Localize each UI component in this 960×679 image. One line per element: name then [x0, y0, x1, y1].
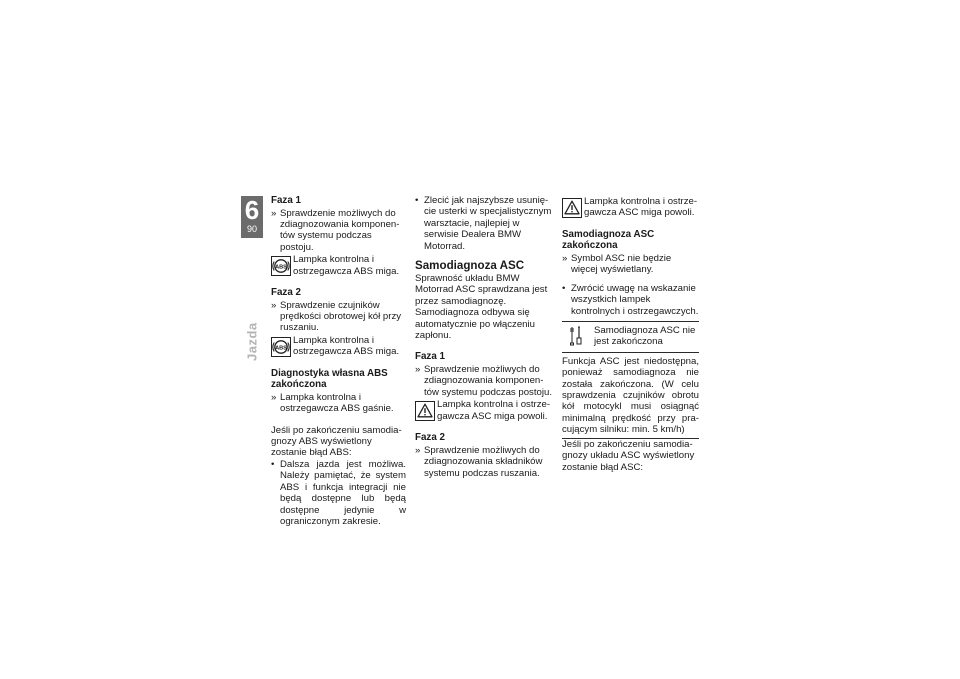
chapter-title-text: Jazda: [244, 322, 260, 362]
note-header: [562, 325, 699, 353]
page-number: 90: [246, 224, 257, 234]
asc-lamp-row: [415, 399, 552, 422]
asc-lamp-row-2: [562, 196, 699, 219]
wrench-note-icon: [568, 325, 584, 347]
asc-phase1-heading: Faza 1: [415, 351, 445, 363]
abs-error-bullet: • Dalsza jazda jest możliwa. Należy pamiętać, że system ABS i funkcja integracji nie będą dostępne lub będą dostępne jedynie w ograniczonym zakresie.: [271, 459, 406, 527]
asc-intro: Sprawność układu BMW Motorrad ASC sprawdzana jest przez samodiagnozę. Samodiagnoza odbywa się automatycznie po włączeniu zapłonu.: [415, 273, 548, 342]
abs-lamp-row: [271, 254, 406, 277]
note-title: Samodiagnoza ASC nie jest zakończona: [594, 325, 696, 348]
asc-done-step: » Symbol ASC nie będzie więcej wyświetlany.: [562, 253, 699, 276]
phase2-heading: Faza 2: [271, 287, 301, 299]
asc-diagnosis-heading: Samodiagnoza ASC: [415, 259, 525, 273]
chapter-tab: [241, 196, 263, 238]
note-box: [562, 321, 699, 439]
phase1-step: » Sprawdzenie możliwych do zdiagnozowania komponentów systemu podczas postoju.: [271, 208, 406, 254]
service-bullet: • Zlecić jak najszybsze usunięcie usterki w specjalistycznym warsztacie, najlepiej w serwisie Dealera BMW Motorrad.: [415, 195, 552, 252]
svg-text:ABS: ABS: [275, 264, 287, 271]
asc-warning-triangle-icon: [415, 401, 435, 421]
phase1-heading: Faza 1: [271, 195, 301, 206]
svg-text:ABS: ABS: [275, 345, 287, 352]
abs-diagnosis-done-step: » Lampka kontrolna i ostrzegawcza ABS gaśnie.: [271, 392, 406, 415]
column-1: [271, 195, 406, 527]
asc-phase1-step: » Sprawdzenie możliwych do zdiagnozowania komponentów systemu podczas postoju.: [415, 364, 552, 398]
attention-bullet: • Zwrócić uwagę na wskazanie wszystkich lampek kontrolnych i ostrzegawczych.: [562, 283, 699, 317]
asc-warning-triangle-icon: [562, 198, 582, 218]
column-2: [415, 195, 552, 479]
chapter-title: [244, 312, 260, 372]
abs-lamp-row-2: [271, 335, 406, 358]
abs-warning-icon: [271, 337, 291, 357]
note-body: Funkcja ASC jest niedostępna, ponieważ samodiagnoza nie została zakończona. (W celu sprawdzenia czujników obrotu kół motocykl musi osiągnąć minimalną prędkość przy pracującym silniku: min. 5 km/h): [562, 355, 699, 436]
phase1-lamp-text: Lampka kontrolna i ostrzegawcza ABS miga.: [293, 254, 400, 277]
abs-warning-icon: [271, 256, 291, 276]
column-3: [562, 195, 699, 473]
asc-phase2-heading: Faza 2: [415, 432, 445, 444]
asc-error-intro: Jeśli po zakończeniu samodiagnozy układu ASC wyświetlony zostanie błąd ASC:: [562, 438, 695, 473]
phase2-step: » Sprawdzenie czujników prędkości obrotowej kół przy ruszaniu.: [271, 300, 406, 334]
asc-phase1-lamp-text: Lampka kontrolna i ostrzegawcza ASC miga powoli.: [437, 399, 551, 422]
asc-phase2-lamp-text: Lampka kontrolna i ostrzegawcza ASC miga powoli.: [584, 196, 698, 219]
abs-diagnosis-done-heading: Diagnostyka własna ABS zakończona: [271, 367, 388, 391]
phase2-lamp-text: Lampka kontrolna i ostrzegawcza ABS miga.: [293, 334, 400, 358]
chapter-number: 6: [244, 195, 260, 225]
asc-done-heading: Samodiagnoza ASC zakończona: [562, 228, 655, 252]
abs-error-intro: Jeśli po zakończeniu samodiagnozy ABS wyświetlony zostanie błąd ABS:: [271, 424, 402, 459]
asc-phase2-step: » Sprawdzenie możliwych do zdiagnozowania składników systemu podczas ruszania.: [415, 445, 552, 479]
